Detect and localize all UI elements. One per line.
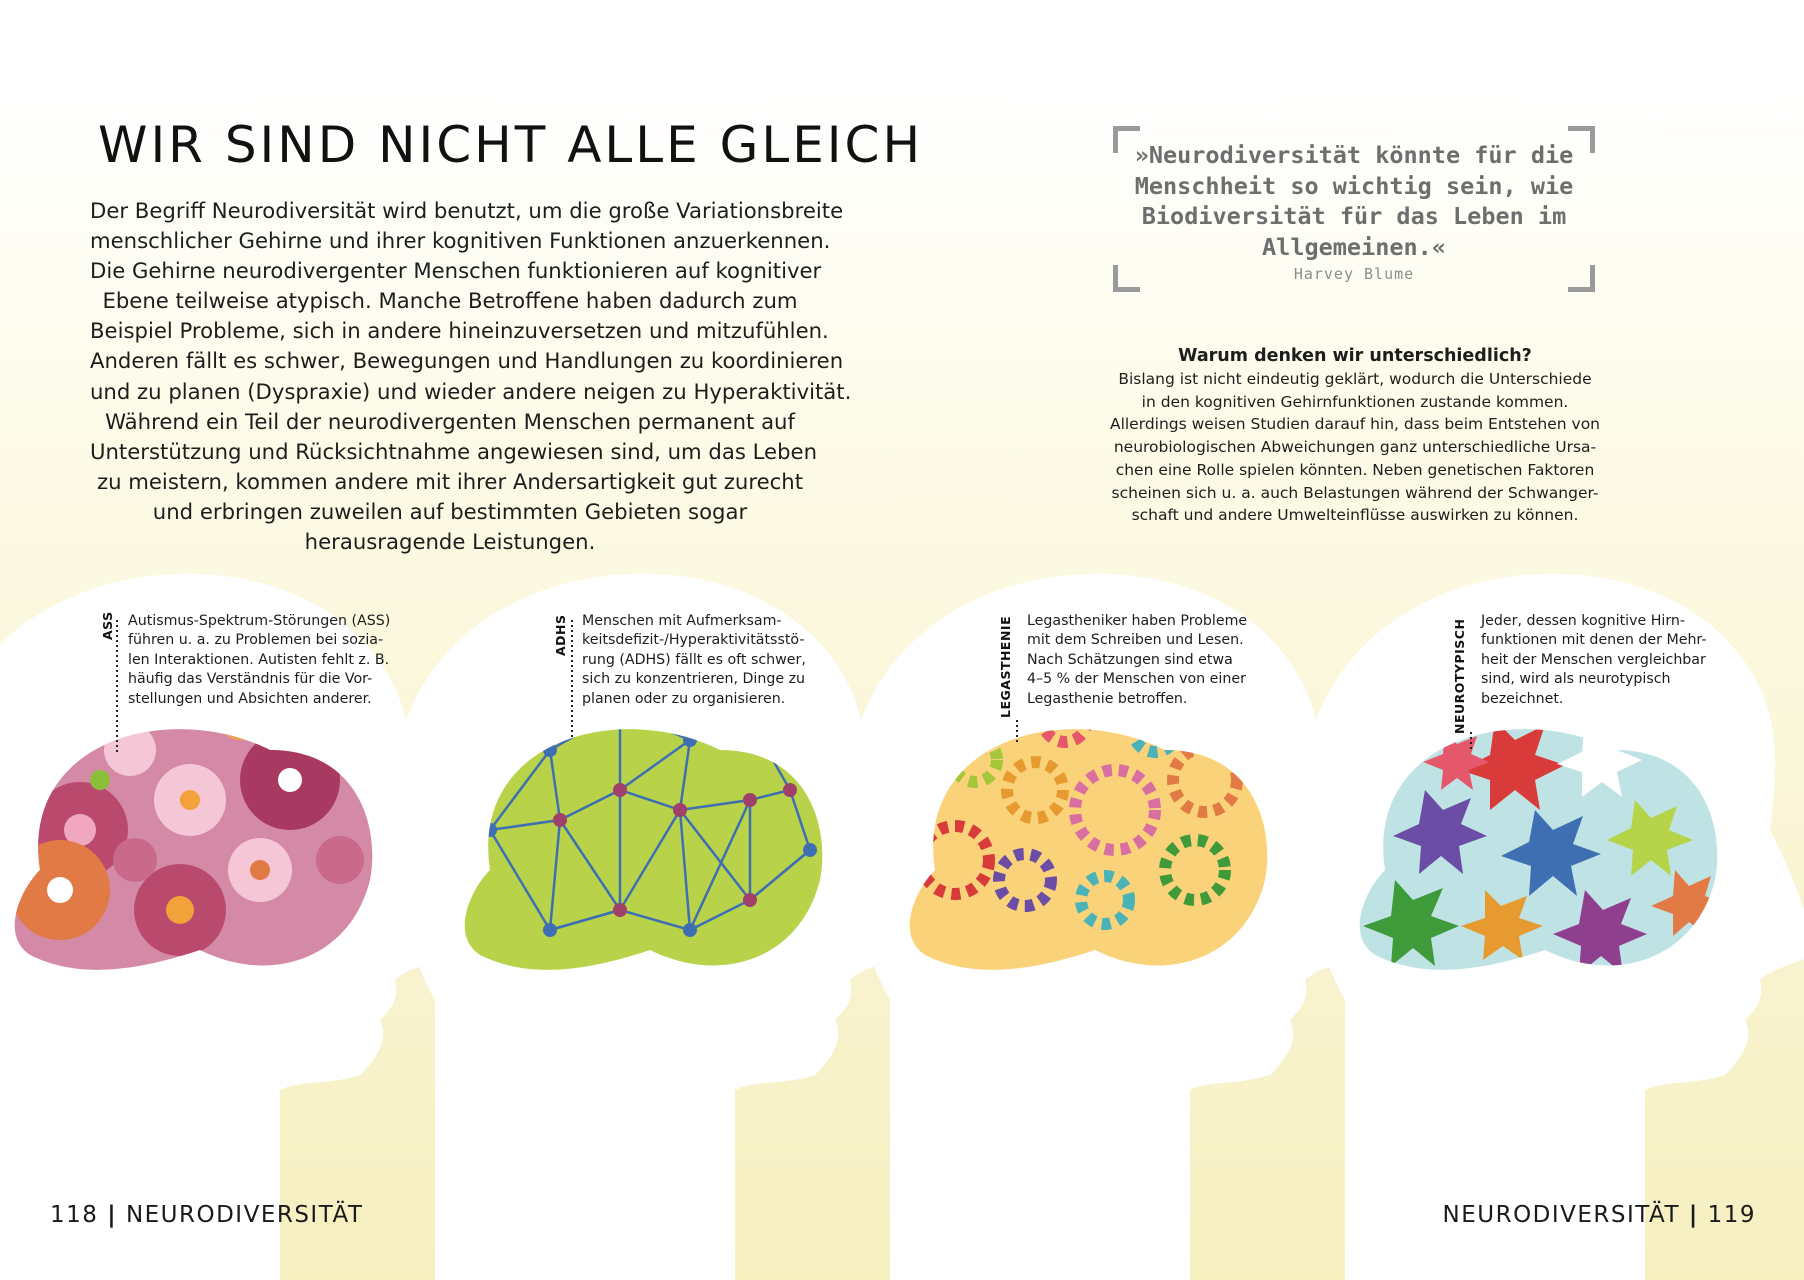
brain-tag-legasthenie: LEGASTHENIE [998, 615, 1013, 718]
section-label-left: NEURODIVERSITÄT [125, 1202, 364, 1228]
why-section [1080, 344, 1630, 527]
intro-line: menschlicher Gehirne und ihrer kognitiven Funktionen anzuerkennen. [90, 228, 831, 254]
intro-paragraph [90, 196, 852, 557]
intro-line: und erbringen zuweilen auf bestimmten Gebieten sogar [152, 498, 748, 524]
quote-line: Biodiversität für das Leben im [1141, 202, 1567, 230]
quote-line: Allgemeinen.« [1262, 232, 1446, 261]
brain-desc-ass: Autismus-Spektrum-Störungen (ASS) führen u. a. zu Problemen bei sozia- len Interaktionen. Autisten fehlt z. B. häufig das Verständnis für die Vor- stellungen und Absichten anderer. [128, 613, 391, 707]
intro-line: und zu planen (Dyspraxie) und wieder andere neigen zu Hyperaktivität. [90, 378, 852, 404]
footer-separator: | [1688, 1202, 1699, 1228]
why-line: chen eine Rolle spielen könnten. Neben genetischen Faktoren [1115, 460, 1595, 479]
quote-text [1113, 140, 1595, 262]
why-line: Bislang ist nicht eindeutig geklärt, wodurch die Unterschiede [1118, 370, 1592, 388]
intro-line: Während ein Teil der neurodivergenten Menschen permanent auf [105, 408, 795, 434]
section-label-right: NEURODIVERSITÄT [1442, 1202, 1681, 1228]
why-line: neurobiologischen Abweichungen ganz unterschiedliche Ursa- [1113, 438, 1597, 457]
brain-tag-ass: ASS [100, 611, 115, 640]
intro-line: Beispiel Probleme, sich in andere hineinzuversetzen und mitzufühlen. [90, 318, 829, 344]
intro-line: Unterstützung und Rücksichtnahme angewiesen sind, um das Leben [90, 438, 817, 464]
page-number-left: 118 [50, 1202, 99, 1228]
why-line: scheinen sich u. a. auch Belastungen während der Schwanger- [1111, 483, 1599, 502]
brain-desc-neurotypisch: Jeder, dessen kognitive Hirn- funktionen mit denen der Mehr- heit der Menschen vergleichbar sind, wird als neurotypisch bezeichnet. [1481, 613, 1707, 707]
intro-line: Die Gehirne neurodivergenter Menschen funktionieren auf kognitiver [90, 258, 822, 284]
quote-line: Menschheit so wichtig sein, wie [1134, 171, 1574, 200]
why-heading: Warum denken wir unterschiedlich? [1178, 346, 1532, 366]
brain-tag-adhs: ADHS [553, 614, 568, 656]
page-title: WIR SIND NICHT ALLE GLEICH [98, 116, 924, 174]
intro-line: zu meistern, kommen andere mit ihrer Andersartigkeit gut zurecht [96, 468, 804, 494]
brain-tag-neurotypisch: NEUROTYPISCH [1452, 618, 1467, 734]
brain-desc-legasthenie: Legastheniker haben Probleme mit dem Schreiben und Lesen. Nach Schätzungen sind etwa 4–5 % der Menschen von einer Legasthenie betroffen. [1027, 613, 1248, 707]
quote-box [1113, 126, 1595, 292]
why-line: Allerdings weisen Studien darauf hin, dass beim Entstehen von [1109, 415, 1601, 434]
footer-right [1443, 1202, 1756, 1228]
quote-author: Harvey Blume [1293, 265, 1415, 283]
footer-separator: | [107, 1202, 118, 1228]
brain-desc-adhs: Menschen mit Aufmerksam- keitsdefizit-/Hyperaktivitätsstö- rung (ADHS) fällt es oft schwer, sich zu konzentrieren, Dinge zu planen oder zu organisieren. [582, 613, 806, 707]
intro-line: Anderen fällt es schwer, Bewegungen und Handlungen zu koordinieren [90, 348, 844, 374]
intro-line: Ebene teilweise atypisch. Manche Betroffene haben dadurch zum [102, 288, 798, 314]
footer-left [50, 1202, 363, 1228]
intro-line: herausragende Leistungen. [304, 529, 596, 555]
why-line: schaft und andere Umwelteinflüsse auswirken zu können. [1131, 506, 1579, 525]
page-number-right: 119 [1707, 1202, 1756, 1228]
quote-line: »Neurodiversität könnte für die [1134, 141, 1574, 169]
why-line: in den kognitiven Gehirnfunktionen zustande kommen. [1141, 392, 1569, 411]
intro-line: Der Begriff Neurodiversität wird benutzt, um die große Variationsbreite [90, 198, 844, 223]
